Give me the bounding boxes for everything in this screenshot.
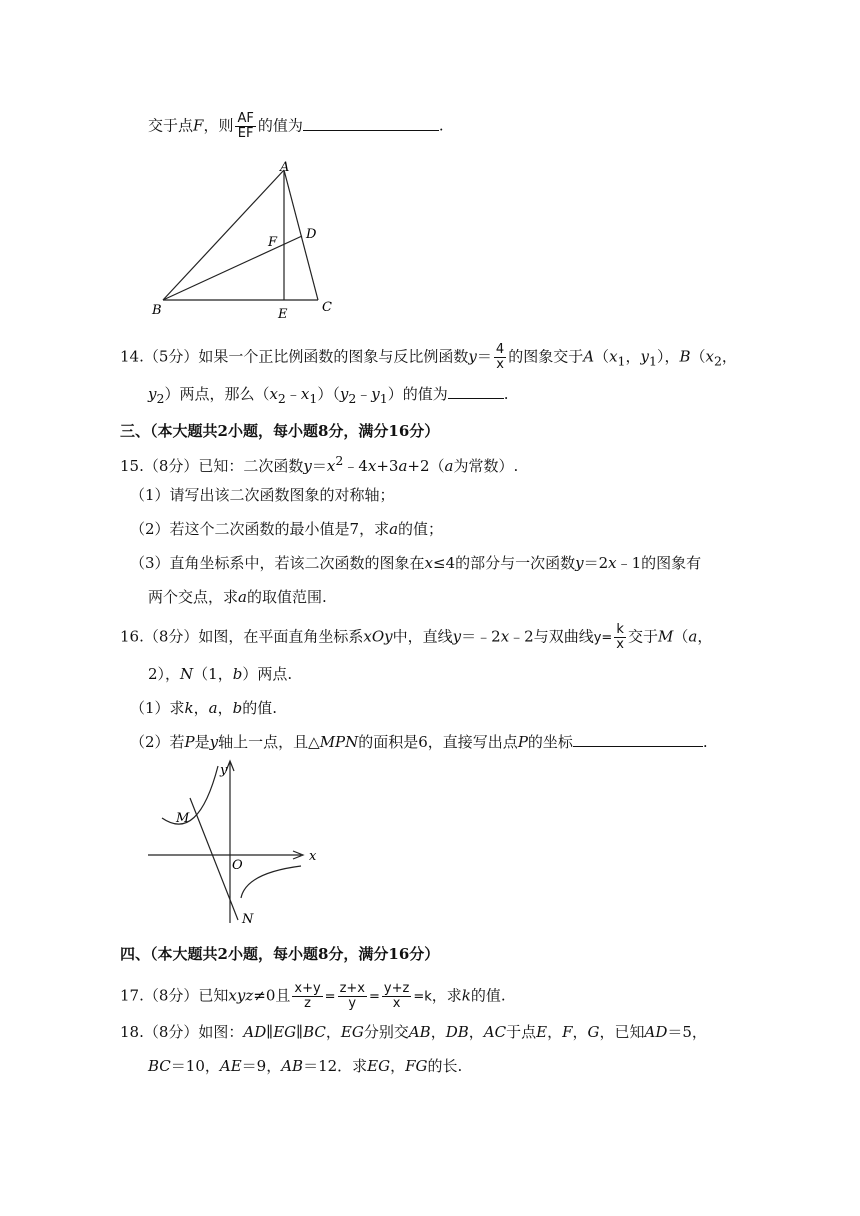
fraction-3: $\frac{y+z}{x}$ <box>383 981 410 1011</box>
answer-blank <box>573 732 703 747</box>
q14-line2: $y_2$）两点，那么$(x_2﹣x_1)(y_2﹣y_1)$的值为 . <box>148 385 509 406</box>
label-a: A <box>280 160 290 175</box>
label-x: x <box>309 849 317 864</box>
triangle-figure <box>150 158 350 328</box>
label-c: C <box>322 300 332 315</box>
label-m: M <box>176 811 190 826</box>
fraction-1: $\frac{x+y}{z}$ <box>294 981 321 1011</box>
q15-part2: （2）若这个二次函数的最小值是7，求a的值； <box>130 520 444 538</box>
q16-line1: 16.（8分）如图，在平面直角坐标系xOy中，直线y＝﹣2x﹣2与双曲线y= $\frac{k}{x}$ 交于M（a， <box>120 622 713 652</box>
q18-line2: BC＝10，AE＝9，AB＝12．求EG，FG的长. <box>148 1057 463 1075</box>
q15-part3-line2: 两个交点，求a的取值范围. <box>148 588 327 606</box>
q16-line2: 2），N（1，b）两点. <box>148 665 293 683</box>
q15-line1: 15.（8分）已知：二次函数$y=x^2﹣4x+3a+2(a$为常数）. <box>120 453 519 475</box>
label-y: y <box>220 763 228 778</box>
label-e: E <box>278 307 288 322</box>
answer-blank <box>448 384 504 399</box>
fraction-4-over-x: $\frac{4}{x}$ <box>495 342 505 372</box>
q16-part1: （1）求k，a，b的值. <box>130 699 278 717</box>
label-d: D <box>306 227 317 242</box>
fraction-2: $\frac{z+x}{y}$ <box>339 981 365 1011</box>
q15-part1: （1）请写出该二次函数图象的对称轴； <box>130 486 395 504</box>
label-f: F <box>268 235 278 250</box>
q18-line1: 18.（8分）如图：AD∥EG∥BC，EG分别交AB，DB，AC于点E，F，G，已知AD＝5， <box>120 1023 707 1041</box>
fraction-af-ef: $\frac{AF}{EF}$ <box>237 111 254 141</box>
section-3-heading: 三、（本大题共2小题，每小题8分，满分16分） <box>120 422 440 440</box>
section-4-heading: 四、（本大题共2小题，每小题8分，满分16分） <box>120 945 440 963</box>
q13-tail-line: 交于点F，则 $\frac{AF}{EF}$ 的值为 . <box>148 111 444 141</box>
answer-blank <box>303 116 439 131</box>
label-b: B <box>152 303 162 318</box>
fraction-k-over-x: $\frac{k}{x}$ <box>616 622 624 652</box>
coordinate-figure <box>146 758 346 928</box>
label-n: N <box>242 912 254 927</box>
q16-part2: （2）若P是y轴上一点，且△MPN的面积是6，直接写出点P的坐标 . <box>130 733 708 751</box>
q17-line: 17.（8分）已知xyz≠0且 $\frac{x+y}{z}$ = $\frac{z+x}{y}$ = $\frac{y+z}{x}$ =k，求k的值. <box>120 981 506 1011</box>
q14-line1: 14.（5分）如果一个正比例函数的图象与反比例函数y＝ $\frac{4}{x}$ 的图象交于$A(x_1$，$y_1$），$B(x_2$， <box>120 342 737 372</box>
q15-part3-line1: （3）直角坐标系中，若该二次函数的图象在x≤4的部分与一次函数y＝2x﹣1的图象有 <box>130 554 702 572</box>
label-o: O <box>232 858 243 873</box>
